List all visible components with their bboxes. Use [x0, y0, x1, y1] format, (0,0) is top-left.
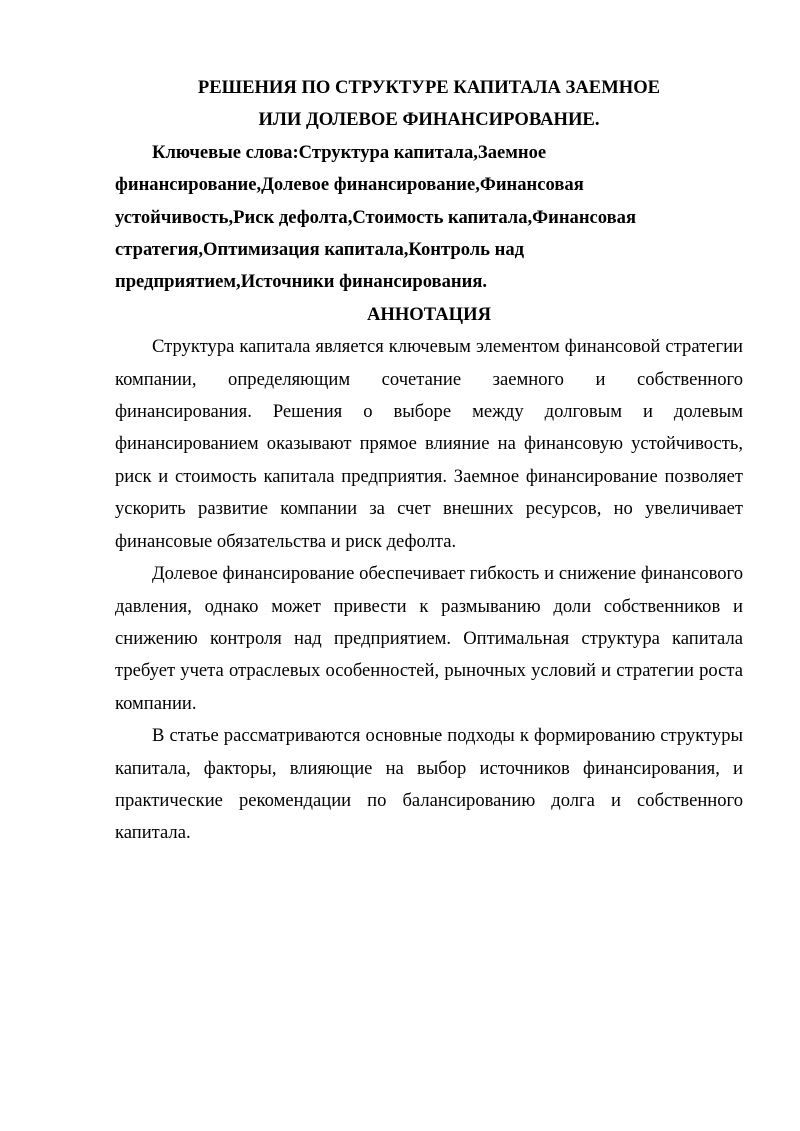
document-title-line-1: РЕШЕНИЯ ПО СТРУКТУРЕ КАПИТАЛА ЗАЕМНОЕ: [197, 77, 661, 98]
annotation-paragraph-3: В статье рассматриваются основные подходы к формированию структуры капитала, факторы, влияющие на выбор источников финансирования, и практические рекомендации по балансированию долга и собственного капитала.: [115, 725, 743, 844]
document-title-line-2: ИЛИ ДОЛЕВОЕ ФИНАНСИРОВАНИЕ.: [258, 109, 600, 131]
annotation-paragraph-2: Долевое финансирование обеспечивает гибкость и снижение финансового давления, однако может привести к размыванию доли собственников и снижению контроля над предприятием. Оптимальная структура капитала требует учета отраслевых особенностей, рыночных условий и стратегии роста компании.: [115, 563, 743, 714]
keywords-paragraph: Ключевые слова:Структура капитала,Заемное финансирование,Долевое финансирование,Финансовая устойчивость,Риск дефолта,Стоимость капитала,Финансовая стратегия,Оптимизация капитала,Контроль над предприятием,Источники финансирования.: [115, 141, 637, 293]
annotation-paragraph-1: Структура капитала является ключевым элементом финансовой стратегии компании, определяющим сочетание заемного и собственного финансирования. Решения о выборе между долговым и долевым финансированием оказывают прямое влияние на финансовую устойчивость, риск и стоимость капитала предприятия. Заемное финансирование позволяет ускорить развитие компании за счет внешних ресурсов, но увеличивает финансовые обязательства и риск дефолта.: [115, 336, 743, 552]
document-page: [115, 72, 743, 850]
document-title: [115, 72, 743, 137]
annotation-heading: АННОТАЦИЯ: [366, 303, 492, 325]
